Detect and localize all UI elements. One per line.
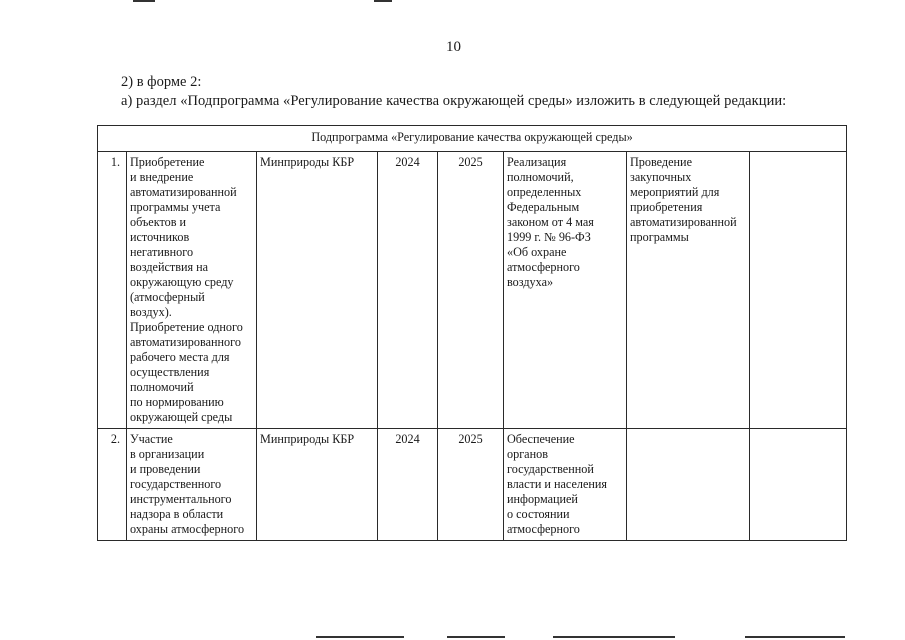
end-year-cell: 2025: [438, 429, 504, 541]
bottom-edge-mark: [447, 636, 505, 638]
executor-cell: Минприроды КБР: [257, 152, 378, 429]
instruction-line-2: а) раздел «Подпрограмма «Регулирование качества окружающей среды» изложить в следующей редакции:: [121, 93, 787, 109]
activities-text: Проведение закупочных мероприятий для приобретения автоматизированной программы: [630, 155, 737, 244]
measure-name-cell: [127, 152, 257, 429]
subprogram-title: Подпрограмма «Регулирование качества окружающей среды»: [98, 126, 847, 152]
bottom-edge-mark: [745, 636, 845, 638]
measure-name: Участие в организации и проведении государственного инструментального надзора в области охраны атмосферного: [130, 432, 245, 536]
instruction-line-1: 2) в форме 2:: [121, 74, 202, 90]
result-cell: [504, 152, 627, 429]
measure-name: Приобретение и внедрение автоматизированной программы учета объектов и источников негативного воздействия на окружающую среду (атмосферный воздух). Приобретение одного автоматизированного рабочего места для осуществления полномочий по нормированию окружающей среды: [130, 155, 243, 424]
measure-name-cell: [127, 429, 257, 541]
top-edge-mark: [374, 0, 392, 2]
executor-cell: Минприроды КБР: [257, 429, 378, 541]
table-row: [98, 152, 847, 429]
activities-cell: [627, 429, 750, 541]
extra-cell: [750, 152, 847, 429]
start-year-cell: 2024: [378, 429, 438, 541]
extra-cell: [750, 429, 847, 541]
bottom-edge-mark: [316, 636, 404, 638]
result-cell: [504, 429, 627, 541]
expected-result: Обеспечение органов государственной власти и населения информацией о состоянии атмосферного: [507, 432, 607, 536]
subprogram-table: [97, 125, 847, 541]
start-year-cell: 2024: [378, 152, 438, 429]
bottom-edge-mark: [553, 636, 675, 638]
row-number: 1.: [98, 152, 127, 429]
top-edge-mark: [133, 0, 155, 2]
row-number: 2.: [98, 429, 127, 541]
expected-result: Реализация полномочий, определенных Федеральным законом от 4 мая 1999 г. № 96-ФЗ «Об охране атмосферного воздуха»: [507, 155, 594, 289]
table-row: [98, 429, 847, 541]
page-number: 10: [446, 39, 461, 55]
table-header-row: [98, 126, 847, 152]
end-year-cell: 2025: [438, 152, 504, 429]
activities-cell: [627, 152, 750, 429]
